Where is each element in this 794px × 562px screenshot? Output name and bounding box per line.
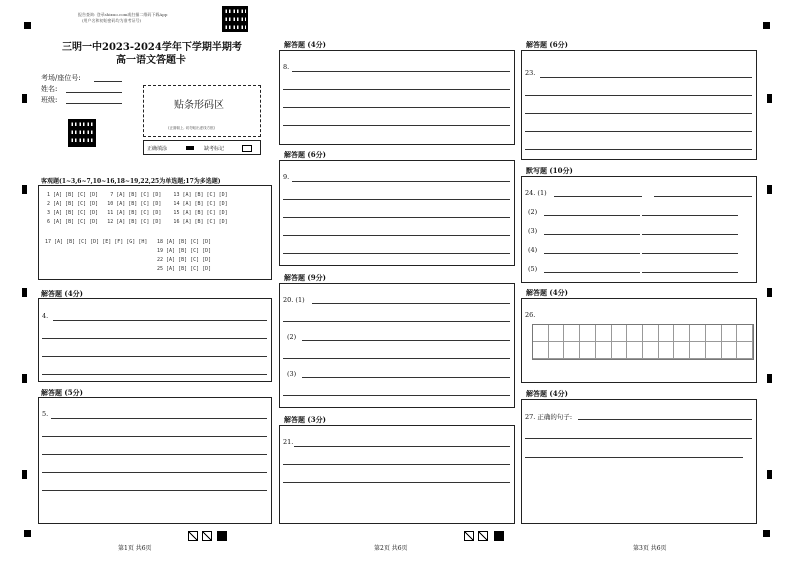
question-number: 26. [525, 311, 536, 319]
edge-mark [767, 288, 772, 297]
slash-box-icon [478, 531, 488, 541]
edge-mark [22, 185, 27, 194]
answer-line[interactable] [525, 131, 752, 132]
corner-mark [763, 530, 770, 537]
objective-title: 客观题(1~3,6~7,10~16,18~19,22,25为单选题;17为多选题) [41, 178, 221, 185]
slash-box-icon [188, 531, 198, 541]
answer-line[interactable] [525, 457, 743, 458]
correct-fill-label: 正确填涂 [147, 146, 168, 152]
answer-line[interactable] [578, 419, 752, 420]
section-title: 解答题 (4分) [41, 289, 83, 298]
sub-question-number: (2) [528, 208, 538, 216]
answer-box-9[interactable] [279, 160, 515, 266]
question-number: 8. [283, 63, 290, 71]
answer-line[interactable] [53, 320, 267, 321]
edge-mark [767, 94, 772, 103]
filled-square-icon [494, 531, 504, 541]
answer-line[interactable] [544, 272, 640, 273]
field-name: 姓名: [41, 85, 58, 93]
answer-line[interactable] [544, 253, 640, 254]
notice-line2: (用户名和初始密码均为准考证号) [82, 18, 142, 23]
objective-row[interactable]: 18 [A] [B] [C] [D] [157, 239, 212, 245]
answer-line[interactable] [525, 113, 752, 114]
slash-box-icon [202, 531, 212, 541]
answer-line[interactable] [312, 303, 510, 304]
section-title: 解答题 (3分) [284, 415, 326, 424]
answer-box-24[interactable] [521, 176, 757, 283]
question-number: 9. [283, 173, 290, 181]
page-number: 第1页 共6页 [118, 545, 152, 552]
answer-line[interactable] [540, 77, 752, 78]
answer-line[interactable] [292, 181, 510, 182]
objective-box [38, 185, 272, 280]
section-title: 默写题 (10分) [526, 166, 573, 175]
answer-line[interactable] [51, 418, 267, 419]
answer-line[interactable] [283, 125, 510, 126]
answer-line[interactable] [283, 89, 510, 90]
absent-mark-label: 缺考标记 [204, 146, 225, 152]
answer-line[interactable] [42, 490, 267, 491]
edge-mark [767, 374, 772, 383]
answer-line[interactable] [654, 196, 752, 197]
question-number: 23. [525, 69, 536, 77]
sub-question-number: (2) [287, 333, 297, 341]
answer-line[interactable] [554, 196, 642, 197]
edge-mark [22, 470, 27, 479]
question-number: 4. [42, 312, 49, 320]
answer-line[interactable] [283, 199, 510, 200]
barcode-note: (正面朝上, 切勿贴出虚线方框) [168, 126, 215, 130]
answer-line[interactable] [642, 234, 738, 235]
answer-box-26[interactable] [521, 298, 757, 383]
answer-line[interactable] [642, 253, 738, 254]
correct-fill-sample [186, 146, 194, 150]
answer-line[interactable] [525, 149, 752, 150]
answer-line[interactable] [283, 358, 510, 359]
answer-line[interactable] [283, 482, 510, 483]
edge-mark [767, 185, 772, 194]
section-title: 解答题 (9分) [284, 273, 326, 282]
question-number: 21. [283, 438, 294, 446]
fill-legend [143, 140, 261, 155]
qr-code-icon [222, 6, 248, 32]
question-number: 5. [42, 410, 49, 418]
section-title: 解答题 (5分) [41, 388, 83, 397]
answer-line[interactable] [42, 356, 267, 357]
answer-line[interactable] [544, 215, 640, 216]
answer-box-21[interactable] [279, 425, 515, 524]
section-title: 解答题 (4分) [526, 389, 568, 398]
sub-question-number: (5) [528, 265, 538, 273]
objective-row[interactable]: 2 [A] [B] [C] [D] 10 [A] [B] [C] [D] 14 [A] [B] [C] [D] [47, 201, 228, 207]
answer-box-20[interactable] [279, 283, 515, 408]
page-number: 第2页 共6页 [374, 545, 408, 552]
filled-square-icon [217, 531, 227, 541]
question-number: 27. 正确的句子: [525, 413, 573, 421]
objective-row[interactable]: 25 [A] [B] [C] [D] [157, 266, 212, 272]
answer-line[interactable] [283, 321, 510, 322]
field-seat-line[interactable] [94, 81, 122, 82]
corner-mark [24, 22, 31, 29]
sub-question-number: (3) [287, 370, 297, 378]
sub-question-number: (3) [528, 227, 538, 235]
field-class: 班级: [41, 96, 58, 104]
corner-mark [24, 530, 31, 537]
answer-box-23[interactable] [521, 50, 757, 160]
answer-line[interactable] [42, 472, 267, 473]
answer-line[interactable] [283, 107, 510, 108]
answer-line[interactable] [42, 436, 267, 437]
answer-line[interactable] [642, 215, 738, 216]
answer-line[interactable] [525, 438, 752, 439]
objective-row[interactable]: 3 [A] [B] [C] [D] 11 [A] [B] [C] [D] 15 [A] [B] [C] [D] [47, 210, 228, 216]
answer-line[interactable] [283, 235, 510, 236]
answer-line[interactable] [302, 377, 510, 378]
section-title: 解答题 (6分) [526, 40, 568, 49]
section-title: 解答题 (6分) [284, 150, 326, 159]
objective-row[interactable]: 6 [A] [B] [C] [D] 12 [A] [B] [C] [D] 16 [A] [B] [C] [D] [47, 219, 228, 225]
field-class-line[interactable] [66, 103, 122, 104]
answer-line[interactable] [642, 272, 738, 273]
answer-line[interactable] [302, 340, 510, 341]
corner-mark [763, 22, 770, 29]
qr-code-icon [68, 119, 96, 147]
answer-box-4[interactable] [38, 298, 272, 382]
objective-row[interactable]: 17 [A] [B] [C] [D] [E] [F] [G] [H] [45, 239, 148, 245]
answer-line[interactable] [42, 454, 267, 455]
page-number: 第3页 共6页 [633, 545, 667, 552]
answer-line[interactable] [283, 464, 510, 465]
answer-box-5[interactable] [38, 397, 272, 524]
objective-row[interactable]: 22 [A] [B] [C] [D] [157, 257, 212, 263]
answer-line[interactable] [292, 71, 510, 72]
edge-mark [22, 94, 27, 103]
field-name-line[interactable] [66, 92, 122, 93]
answer-box-8[interactable] [279, 50, 515, 145]
field-seat: 考场/座位号: [41, 74, 81, 82]
answer-line[interactable] [544, 234, 640, 235]
barcode-label: 贴条形码区 [174, 100, 224, 111]
edge-mark [22, 374, 27, 383]
sub-question-number: (4) [528, 246, 538, 254]
writing-grid[interactable] [532, 324, 754, 360]
question-number: 24. (1) [525, 189, 547, 197]
notice-line1: 报告查询: 登录shixuo.com或扫描二维码下载App [78, 12, 168, 17]
answer-line[interactable] [283, 395, 510, 396]
absent-mark-checkbox[interactable] [242, 145, 252, 152]
exam-subtitle: 高一语文答题卡 [116, 55, 186, 66]
edge-mark [22, 288, 27, 297]
answer-line[interactable] [42, 338, 267, 339]
objective-row[interactable]: 19 [A] [B] [C] [D] [157, 248, 212, 254]
answer-line[interactable] [42, 374, 267, 375]
slash-box-icon [464, 531, 474, 541]
section-title: 解答题 (4分) [284, 40, 326, 49]
question-number: 20. (1) [283, 296, 305, 304]
answer-box-27[interactable] [521, 399, 757, 524]
barcode-area [143, 85, 261, 137]
edge-mark [767, 470, 772, 479]
answer-line[interactable] [525, 95, 752, 96]
exam-title: 三明一中2023-2024学年下学期半期考 [62, 42, 242, 53]
objective-row[interactable]: 1 [A] [B] [C] [D] 7 [A] [B] [C] [D] 13 [A] [B] [C] [D] [47, 192, 228, 198]
answer-line[interactable] [283, 217, 510, 218]
answer-line[interactable] [294, 446, 510, 447]
section-title: 解答题 (4分) [526, 288, 568, 297]
answer-line[interactable] [283, 253, 510, 254]
